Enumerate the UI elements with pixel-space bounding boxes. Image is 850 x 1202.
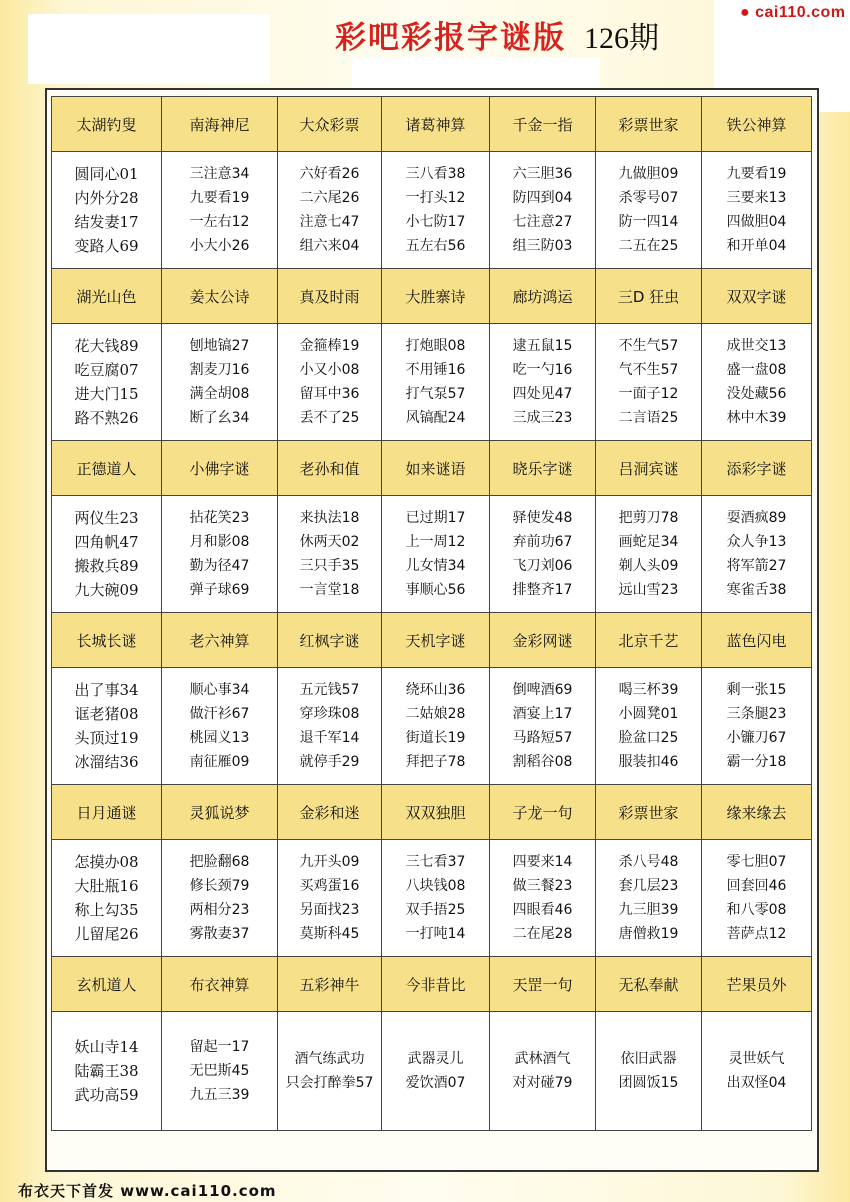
riddle-line: 和开单04 — [726, 238, 787, 254]
expert-name: 湖光山色 — [52, 269, 162, 324]
title-text: 彩吧彩报字谜版 — [335, 20, 566, 56]
riddle-line: 街道长19 — [405, 730, 466, 746]
expert-name: 布衣神算 — [162, 957, 278, 1012]
riddle-line: 弹子球69 — [189, 582, 250, 598]
riddle-line: 儿女情34 — [405, 558, 466, 574]
riddle-line: 留起一17 — [189, 1039, 250, 1055]
expert-name: 大众彩票 — [278, 97, 382, 152]
riddle-line: 七注意27 — [512, 214, 573, 230]
riddle-line: 九三胆39 — [618, 902, 679, 918]
riddle-line: 无巴斯45 — [189, 1063, 250, 1079]
riddle-cell — [702, 496, 812, 613]
riddle-line: 三八看38 — [405, 166, 466, 182]
expert-name: 小佛字谜 — [162, 441, 278, 496]
riddle-row — [52, 668, 812, 785]
riddle-line: 进大门15 — [74, 385, 139, 403]
riddle-cell — [702, 840, 812, 957]
riddle-line: 杀八号48 — [618, 854, 679, 870]
riddle-line: 风镐配24 — [405, 410, 466, 426]
site-logo-text: cai110.com — [755, 4, 846, 21]
riddle-cell — [702, 668, 812, 785]
riddle-line: 小大小26 — [189, 238, 250, 254]
riddle-line: 防四到04 — [512, 190, 573, 206]
riddle-line: 防一四14 — [618, 214, 679, 230]
riddle-line: 和八零08 — [726, 902, 787, 918]
expert-name: 姜太公诗 — [162, 269, 278, 324]
riddle-line: 寒雀舌38 — [726, 582, 787, 598]
riddle-line: 绕环山36 — [405, 682, 466, 698]
site-logo[interactable] — [740, 4, 846, 22]
riddle-line: 断了幺34 — [189, 410, 250, 426]
riddle-line: 一打吨14 — [405, 926, 466, 942]
riddle-line: 盛一盘08 — [726, 362, 787, 378]
riddle-line: 唐僧救19 — [618, 926, 679, 942]
expert-name: 廊坊鸿运 — [490, 269, 596, 324]
expert-name: 双双字谜 — [702, 269, 812, 324]
riddle-line: 杀零号07 — [618, 190, 679, 206]
riddle-cell — [490, 324, 596, 441]
expert-name: 三D 狂虫 — [596, 269, 702, 324]
riddle-line: 四处见47 — [512, 386, 573, 402]
riddle-cell — [490, 496, 596, 613]
riddle-line: 大肚瓶16 — [74, 877, 139, 895]
riddle-row — [52, 152, 812, 269]
riddle-line: 将军箭27 — [726, 558, 787, 574]
riddle-cell — [596, 496, 702, 613]
riddle-line: 把脸翻68 — [189, 854, 250, 870]
riddle-line: 打炮眼08 — [405, 338, 466, 354]
expert-name: 无私奉献 — [596, 957, 702, 1012]
riddle-line: 组六来04 — [299, 238, 360, 254]
riddle-line: 五左右56 — [405, 238, 466, 254]
riddle-line: 小圆凳01 — [618, 706, 679, 722]
issue-number: 126期 — [584, 22, 659, 55]
expert-name: 红枫字谜 — [278, 613, 382, 668]
riddle-line: 上一周12 — [405, 534, 466, 550]
riddle-line: 路不熟26 — [74, 409, 139, 427]
riddle-line: 菩萨点12 — [726, 926, 787, 942]
riddle-cell — [162, 1012, 278, 1131]
riddle-cell — [382, 1012, 490, 1131]
riddle-line: 小又小08 — [299, 362, 360, 378]
riddle-line: 勤为径47 — [189, 558, 250, 574]
riddle-line: 不用锤16 — [405, 362, 466, 378]
riddle-line: 月和影08 — [189, 534, 250, 550]
riddle-cell — [702, 152, 812, 269]
riddle-line: 没处藏56 — [726, 386, 787, 402]
expert-name: 今非昔比 — [382, 957, 490, 1012]
riddle-line: 退千军14 — [299, 730, 360, 746]
riddle-cell — [278, 324, 382, 441]
riddle-line: 满全胡08 — [189, 386, 250, 402]
riddle-line: 结发妻17 — [74, 213, 139, 231]
riddle-line: 霸一分18 — [726, 754, 787, 770]
riddle-line: 内外分28 — [74, 189, 139, 207]
riddle-cell — [702, 1012, 812, 1131]
riddle-line: 头顶过19 — [74, 729, 139, 747]
riddle-line: 出了事34 — [74, 681, 139, 699]
riddle-cell — [278, 496, 382, 613]
riddle-cell — [162, 152, 278, 269]
riddle-cell — [596, 152, 702, 269]
riddle-line: 另面找23 — [299, 902, 360, 918]
expert-name: 老六神算 — [162, 613, 278, 668]
riddle-cell — [162, 668, 278, 785]
riddle-cell — [52, 668, 162, 785]
expert-name: 蓝色闪电 — [702, 613, 812, 668]
riddle-line: 灵世妖气 — [728, 1051, 785, 1067]
riddle-line: 弃前功67 — [512, 534, 573, 550]
riddle-line: 三七看37 — [405, 854, 466, 870]
riddle-line: 脸盆口25 — [618, 730, 679, 746]
riddle-line: 金箍棒19 — [299, 338, 360, 354]
riddle-line: 四要来14 — [512, 854, 573, 870]
riddle-cell — [702, 324, 812, 441]
riddle-line: 武器灵儿 — [407, 1051, 464, 1067]
riddle-line: 九要看19 — [189, 190, 250, 206]
riddle-line: 九五三39 — [189, 1087, 250, 1103]
riddle-line: 九要看19 — [726, 166, 787, 182]
riddle-line: 小镰刀67 — [726, 730, 787, 746]
riddle-line: 就停手29 — [299, 754, 360, 770]
riddle-cell — [382, 496, 490, 613]
riddle-line: 服装扣46 — [618, 754, 679, 770]
riddle-line: 飞刀刘06 — [512, 558, 573, 574]
riddle-line: 四角帆47 — [74, 533, 139, 551]
expert-name: 彩票世家 — [596, 97, 702, 152]
riddle-cell — [382, 152, 490, 269]
riddle-line: 远山雪23 — [618, 582, 679, 598]
riddle-cell — [596, 324, 702, 441]
riddle-line: 怎摸办08 — [74, 853, 139, 871]
riddle-line: 三成三23 — [512, 410, 573, 426]
riddle-cell — [278, 840, 382, 957]
riddle-line: 留耳中36 — [299, 386, 360, 402]
riddle-cell — [52, 1012, 162, 1131]
riddle-line: 驿使发48 — [512, 510, 573, 526]
expert-name: 如来谜语 — [382, 441, 490, 496]
riddle-cell — [162, 840, 278, 957]
riddle-line: 马路短57 — [512, 730, 573, 746]
riddle-cell — [52, 324, 162, 441]
riddle-row — [52, 496, 812, 613]
riddle-cell — [596, 1012, 702, 1131]
expert-name: 天罡一句 — [490, 957, 596, 1012]
riddle-line: 做三餐23 — [512, 878, 573, 894]
riddle-line: 儿留尾26 — [74, 925, 139, 943]
expert-header-row — [52, 957, 812, 1012]
riddle-line: 莫斯科45 — [299, 926, 360, 942]
riddle-line: 九做胆09 — [618, 166, 679, 182]
riddle-line: 二在尾28 — [512, 926, 573, 942]
riddle-line: 二六尾26 — [299, 190, 360, 206]
riddle-line: 剩一张15 — [726, 682, 787, 698]
riddle-line: 众人争13 — [726, 534, 787, 550]
riddle-line: 组三防03 — [512, 238, 573, 254]
riddle-line: 把剪刀78 — [618, 510, 679, 526]
logo-dot-icon: ● — [740, 4, 751, 21]
riddle-cell — [52, 840, 162, 957]
expert-header-row — [52, 269, 812, 324]
expert-name: 铁公神算 — [702, 97, 812, 152]
expert-header-row — [52, 613, 812, 668]
expert-name: 彩票世家 — [596, 785, 702, 840]
riddle-line: 一面子12 — [618, 386, 679, 402]
riddle-line: 六三胆36 — [512, 166, 573, 182]
expert-name: 玄机道人 — [52, 957, 162, 1012]
riddle-line: 成世交13 — [726, 338, 787, 354]
riddle-cell — [52, 152, 162, 269]
riddle-line: 雾散妻37 — [189, 926, 250, 942]
riddle-line: 注意七47 — [299, 214, 360, 230]
riddle-line: 打气泵57 — [405, 386, 466, 402]
riddle-line: 称上勾35 — [74, 901, 139, 919]
riddle-line: 顺心事34 — [189, 682, 250, 698]
footer-credit: 布衣天下首发 www.cai110.com — [18, 1182, 277, 1200]
expert-header-row — [52, 97, 812, 152]
riddle-line: 耍酒疯89 — [726, 510, 787, 526]
expert-name: 双双独胆 — [382, 785, 490, 840]
riddle-line: 四做胆04 — [726, 214, 787, 230]
riddle-line: 一左右12 — [189, 214, 250, 230]
riddle-line: 套几层23 — [618, 878, 679, 894]
riddle-line: 三条腿23 — [726, 706, 787, 722]
riddle-cell — [382, 668, 490, 785]
riddle-line: 气不生57 — [618, 362, 679, 378]
expert-name: 真及时雨 — [278, 269, 382, 324]
expert-name: 诸葛神算 — [382, 97, 490, 152]
riddle-line: 刨地镐27 — [189, 338, 250, 354]
riddle-cell — [278, 1012, 382, 1131]
expert-header-row — [52, 441, 812, 496]
riddle-line: 变路人69 — [74, 237, 139, 255]
riddle-line: 妖山寺14 — [74, 1038, 139, 1056]
riddle-line: 三注意34 — [189, 166, 250, 182]
riddle-line: 买鸡蛋16 — [299, 878, 360, 894]
expert-name: 子龙一句 — [490, 785, 596, 840]
expert-name: 千金一指 — [490, 97, 596, 152]
riddle-line: 修长颈79 — [189, 878, 250, 894]
expert-name: 太湖钓叟 — [52, 97, 162, 152]
riddle-line: 排整齐17 — [512, 582, 573, 598]
riddle-line: 五元钱57 — [299, 682, 360, 698]
expert-name: 北京千艺 — [596, 613, 702, 668]
expert-name: 灵狐说梦 — [162, 785, 278, 840]
expert-name: 金彩网谜 — [490, 613, 596, 668]
expert-name: 芒果员外 — [702, 957, 812, 1012]
riddle-line: 桃园义13 — [189, 730, 250, 746]
riddle-cell — [596, 840, 702, 957]
riddle-line: 割麦刀16 — [189, 362, 250, 378]
riddle-line: 二姑娘28 — [405, 706, 466, 722]
riddle-line: 八块钱08 — [405, 878, 466, 894]
blank-label-left — [28, 14, 270, 84]
expert-name: 缘来缘去 — [702, 785, 812, 840]
blank-label-center — [352, 58, 600, 88]
riddle-cell — [596, 668, 702, 785]
riddle-cell — [382, 840, 490, 957]
riddle-line: 做汗衫67 — [189, 706, 250, 722]
riddle-line: 二五在25 — [618, 238, 679, 254]
riddle-line: 对对碰79 — [512, 1075, 573, 1091]
riddle-line: 剃人头09 — [618, 558, 679, 574]
riddle-line: 吃豆腐07 — [74, 361, 139, 379]
riddle-line: 已过期17 — [405, 510, 466, 526]
riddle-line: 出双怪04 — [726, 1075, 787, 1091]
page-title — [335, 12, 659, 56]
riddle-line: 二言语25 — [618, 410, 679, 426]
expert-name: 添彩字谜 — [702, 441, 812, 496]
riddle-line: 一打头12 — [405, 190, 466, 206]
expert-name: 五彩神牛 — [278, 957, 382, 1012]
riddle-cell — [52, 496, 162, 613]
riddle-line: 零七胆07 — [726, 854, 787, 870]
riddle-line: 事顺心56 — [405, 582, 466, 598]
riddle-line: 九开头09 — [299, 854, 360, 870]
riddle-line: 武功高59 — [74, 1086, 139, 1104]
riddle-line: 不生气57 — [618, 338, 679, 354]
riddle-line: 两相分23 — [189, 902, 250, 918]
riddle-cell — [162, 496, 278, 613]
expert-name: 长城长谜 — [52, 613, 162, 668]
riddle-cell — [490, 668, 596, 785]
riddle-line: 陆霸王38 — [74, 1062, 139, 1080]
riddle-line: 丢不了25 — [299, 410, 360, 426]
riddle-row — [52, 840, 812, 957]
riddle-line: 搬救兵89 — [74, 557, 139, 575]
riddle-line: 两仪生23 — [74, 509, 139, 527]
riddle-line: 小七防17 — [405, 214, 466, 230]
expert-name: 金彩和迷 — [278, 785, 382, 840]
riddle-line: 酒气练武功 — [294, 1051, 365, 1067]
riddle-line: 冰溜结36 — [74, 753, 139, 771]
expert-header-row — [52, 785, 812, 840]
riddle-line: 来执法18 — [299, 510, 360, 526]
riddle-line: 九大碗09 — [74, 581, 139, 599]
riddle-line: 依旧武器 — [620, 1051, 677, 1067]
riddle-line: 一言堂18 — [299, 582, 360, 598]
riddle-cell — [490, 1012, 596, 1131]
riddle-line: 花大钱89 — [74, 337, 139, 355]
riddle-row — [52, 1012, 812, 1131]
riddle-line: 武林酒气 — [514, 1051, 571, 1067]
riddle-line: 吃一勺16 — [512, 362, 573, 378]
riddle-line: 林中木39 — [726, 410, 787, 426]
riddle-line: 画蛇足34 — [618, 534, 679, 550]
riddle-row — [52, 324, 812, 441]
expert-name: 大胜寨诗 — [382, 269, 490, 324]
riddle-cell — [278, 152, 382, 269]
riddle-line: 逮五鼠15 — [512, 338, 573, 354]
riddle-line: 休两天02 — [299, 534, 360, 550]
riddle-line: 回套回46 — [726, 878, 787, 894]
riddle-table — [51, 96, 812, 1131]
riddle-line: 诓老猪08 — [74, 705, 139, 723]
expert-name: 老孙和值 — [278, 441, 382, 496]
expert-name: 日月通谜 — [52, 785, 162, 840]
riddle-line: 六好看26 — [299, 166, 360, 182]
riddle-line: 割稻谷08 — [512, 754, 573, 770]
riddle-cell — [490, 152, 596, 269]
riddle-cell — [278, 668, 382, 785]
riddle-line: 拈花笑23 — [189, 510, 250, 526]
riddle-cell — [162, 324, 278, 441]
expert-name: 晓乐字谜 — [490, 441, 596, 496]
riddle-line: 三要来13 — [726, 190, 787, 206]
riddle-line: 南征雁09 — [189, 754, 250, 770]
riddle-line: 团圆饭15 — [618, 1075, 679, 1091]
riddle-line: 倒啤酒69 — [512, 682, 573, 698]
riddle-line: 四眼看46 — [512, 902, 573, 918]
riddle-line: 穿珍珠08 — [299, 706, 360, 722]
expert-name: 正德道人 — [52, 441, 162, 496]
riddle-line: 圆同心01 — [74, 165, 139, 183]
expert-name: 吕洞宾谜 — [596, 441, 702, 496]
riddle-line: 喝三杯39 — [618, 682, 679, 698]
riddle-line: 双手捂25 — [405, 902, 466, 918]
riddle-line: 三只手35 — [299, 558, 360, 574]
expert-name: 南海神尼 — [162, 97, 278, 152]
expert-name: 天机字谜 — [382, 613, 490, 668]
riddle-line: 酒宴上17 — [512, 706, 573, 722]
riddle-line: 只会打醉拳57 — [285, 1075, 374, 1091]
riddle-cell — [382, 324, 490, 441]
riddle-line: 爱饮酒07 — [405, 1075, 466, 1091]
riddle-line: 拜把子78 — [405, 754, 466, 770]
riddle-cell — [490, 840, 596, 957]
